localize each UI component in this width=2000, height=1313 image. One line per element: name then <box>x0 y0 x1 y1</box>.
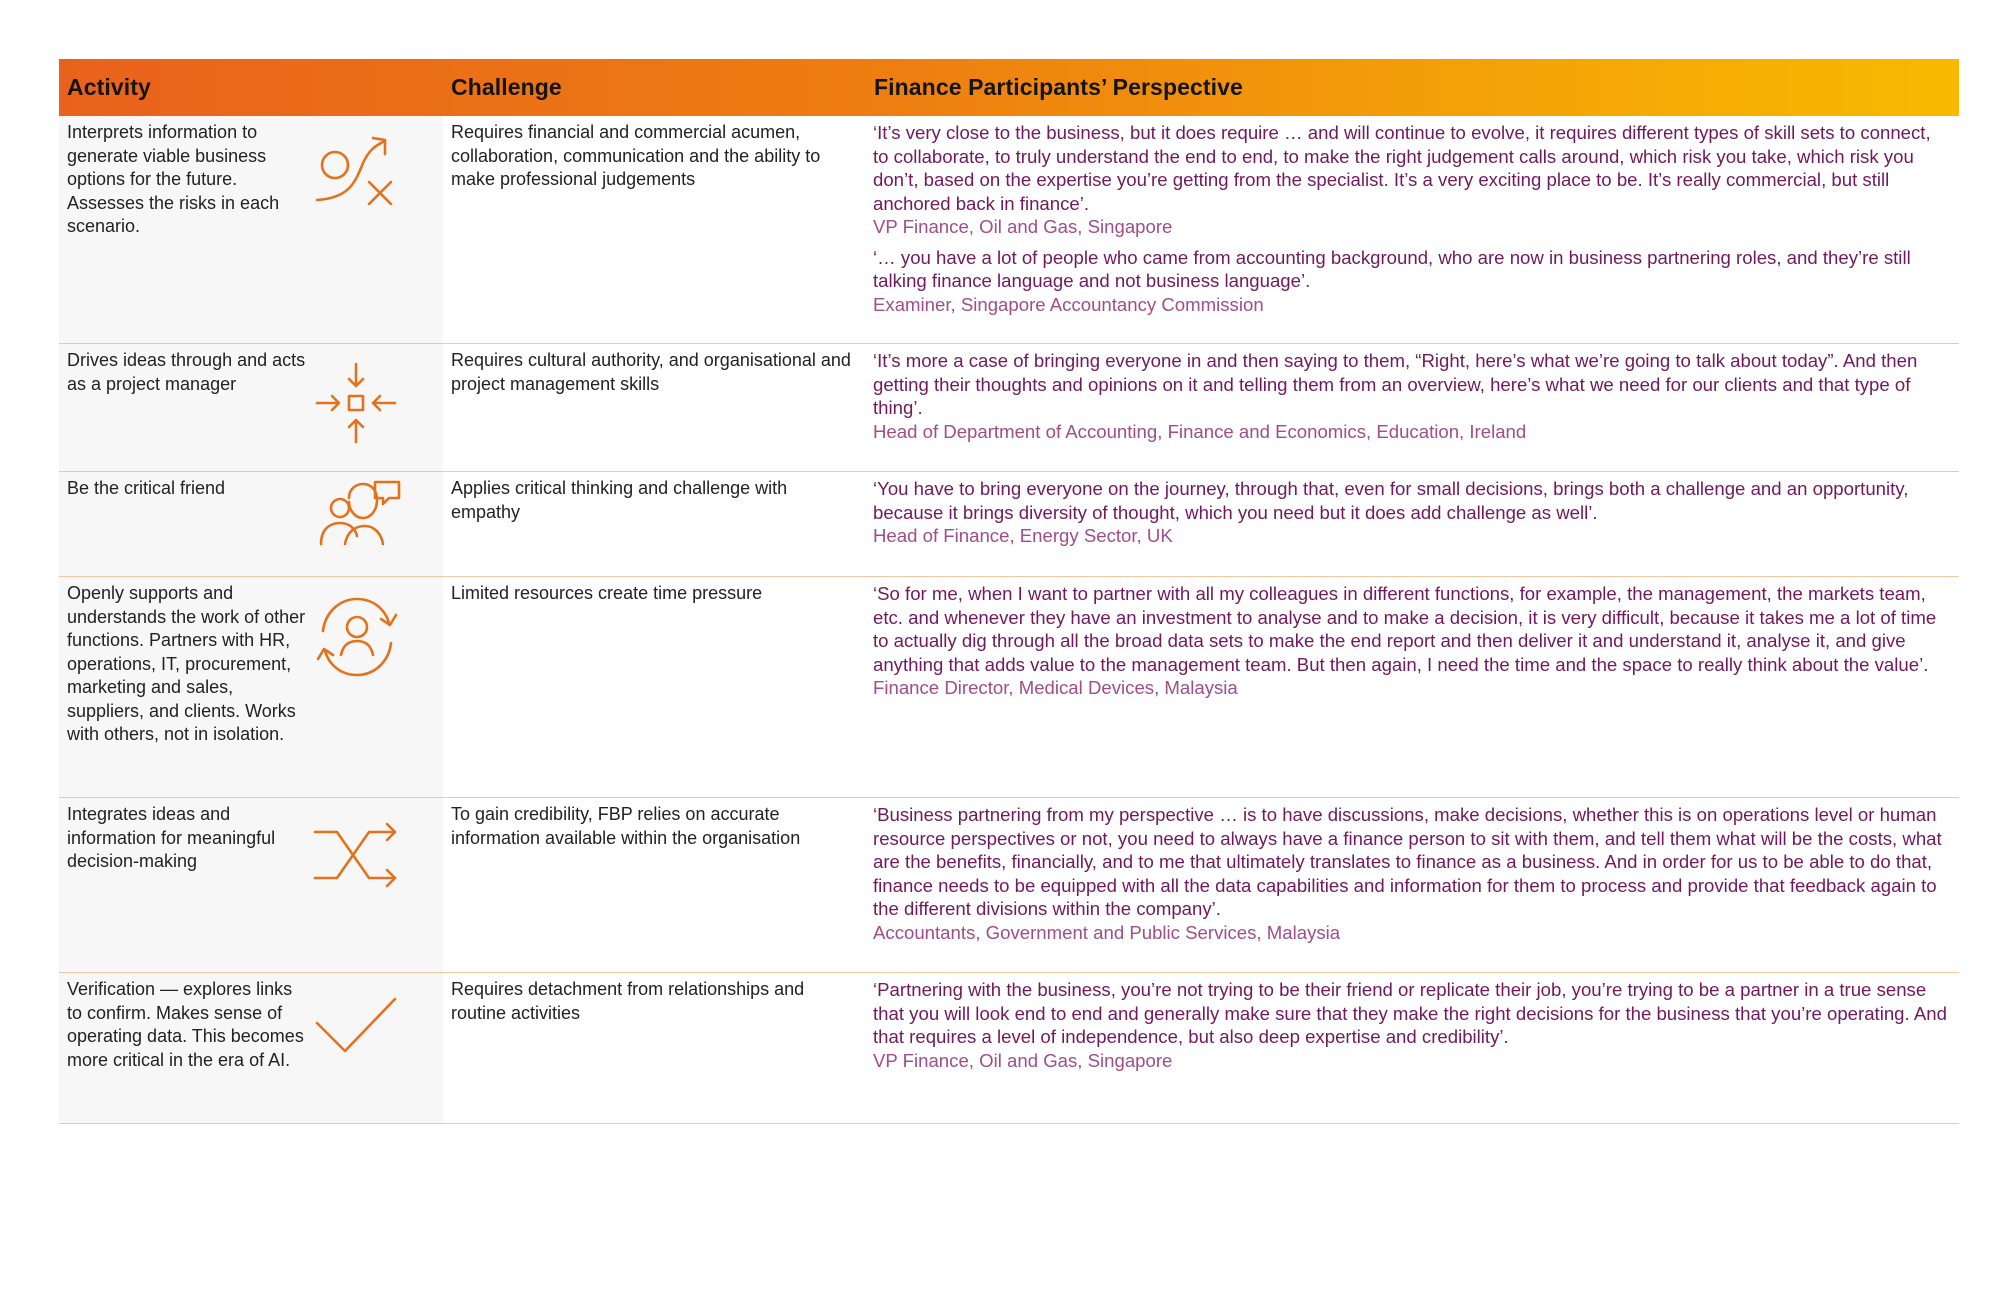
quote-source: Head of Finance, Energy Sector, UK <box>873 525 1173 546</box>
challenge-cell: Requires cultural authority, and organisational and project management skills <box>451 350 851 394</box>
quote-block <box>873 477 1951 548</box>
quote-text: ‘You have to bring everyone on the journey, through that, even for small decisions, brings both a challenge and an opportunity, because it brings diversity of thought, which you need but it does add challenge as well’. <box>873 478 1909 523</box>
quote-source: Accountants, Government and Public Services, Malaysia <box>873 921 1341 943</box>
header-challenge: Challenge <box>451 74 562 100</box>
quote-block <box>873 803 1951 944</box>
header-perspective: Finance Participants’ Perspective <box>874 74 1243 100</box>
table-row <box>59 344 1959 472</box>
activity-challenge-table <box>59 59 1959 1124</box>
quote-source: Examiner, Singapore Accountancy Commission <box>873 293 1264 315</box>
quote-text: ‘Business partnering from my perspective … is to have discussions, make decisions, whether this is on operations level or human resource perspectives or not, you need to always have a finance person to sit with them, and tell them what will be the costs, what are the benefits, financially, and to me that ultimately translates to finance as a business. And in order for us to be able to do that, finance needs to be equipped with all the data capabilities and information for them to process and provide that feedback again to the different divisions within the company’. <box>873 804 1942 919</box>
challenge-cell: To gain credibility, FBP relies on accurate information available within the organisation <box>451 804 801 848</box>
activity-text: Integrates ideas and information for meaningful decision-making <box>67 804 276 871</box>
quote-block <box>873 978 1951 1072</box>
quote-block <box>873 349 1951 443</box>
quote-source: Finance Director, Medical Devices, Malaysia <box>873 677 1238 698</box>
activity-cell <box>59 798 443 972</box>
activity-cell <box>59 116 443 343</box>
activity-text: Verification — explores links to confirm. Makes sense of operating data. This becomes more critical in the era of AI. <box>67 979 304 1070</box>
quote-block <box>873 121 1951 239</box>
table-row <box>59 472 1959 577</box>
perspective-cell <box>865 798 1959 972</box>
activity-cell <box>59 577 443 797</box>
strategy-play-icon <box>311 128 403 220</box>
perspective-cell <box>865 973 1959 1123</box>
header-activity: Activity <box>67 74 151 100</box>
table-header <box>59 59 1959 116</box>
quote-text: ‘Partnering with the business, you’re not trying to be their friend or replicate their job, you’re trying to be a partner in a true sense that you will look end to end and generally make sure that they make the right decisions for the business that you’re operating. And that requires a level of independence, but also deep expertise and credibility’. <box>873 979 1947 1047</box>
activity-text: Interprets information to generate viable business options for the future. Assesses the risks in each scenario. <box>67 122 280 236</box>
person-cycle-icon <box>311 591 403 683</box>
activity-cell <box>59 472 443 576</box>
activity-cell <box>59 344 443 471</box>
challenge-cell: Applies critical thinking and challenge with empathy <box>451 478 788 522</box>
quote-block <box>873 246 1951 317</box>
quote-block <box>873 582 1951 700</box>
perspective-cell <box>865 472 1959 576</box>
activity-text: Be the critical friend <box>67 478 226 498</box>
quote-text: ‘… you have a lot of people who came from accounting background, who are now in business partnering roles, and they’re still talking finance language and not business language’. <box>873 246 1911 291</box>
quote-source: VP Finance, Oil and Gas, Singapore <box>873 216 1173 237</box>
table-row <box>59 798 1959 973</box>
table-row <box>59 116 1959 344</box>
challenge-cell: Requires financial and commercial acumen, collaboration, communication and the ability to make professional judgements <box>451 122 821 189</box>
perspective-cell <box>865 116 1959 343</box>
checkmark-icon <box>311 981 403 1073</box>
quote-source: VP Finance, Oil and Gas, Singapore <box>873 1049 1173 1071</box>
people-speech-bubble-icon <box>311 478 403 570</box>
quote-text: ‘It’s very close to the business, but it does require … and will continue to evolve, it requires different types of skill sets to connect, to collaborate, to truly understand the end to end, to make the right judgement calls around, which risk you take, which risk you don’t, based on the expertise you’re getting from the specialist. It’s a very exciting place to be. It’s really commercial, but still anchored back in finance’. <box>873 122 1931 214</box>
shuffle-arrows-icon <box>311 810 403 902</box>
table-row <box>59 973 1959 1123</box>
perspective-cell <box>865 344 1959 471</box>
activity-text: Drives ideas through and acts as a project manager <box>67 350 306 394</box>
quote-text: ‘It’s more a case of bringing everyone in and then saying to them, “Right, here’s what we’re going to talk about today”. And then getting their thoughts and opinions on it and telling them from an overview, here’s what we need for our clients and that type of thing’. <box>873 350 1918 418</box>
converge-arrows-icon <box>311 358 403 450</box>
challenge-cell: Limited resources create time pressure <box>451 583 763 603</box>
quote-source: Head of Department of Accounting, Finance and Economics, Education, Ireland <box>873 420 1527 442</box>
quote-text: ‘So for me, when I want to partner with all my colleagues in different functions, for example, the management, the markets team, etc. and whenever they have an investment to analyse and to make a decision, it is very difficult, because it takes me a lot of time to actually dig through all the broad data sets to make the end report and then deliver it and understand it, analyse it, and give anything that adds value to the management team. But then again, I need the time and the space to really think about the value’. <box>873 583 1937 675</box>
perspective-cell <box>865 577 1959 797</box>
activity-cell <box>59 973 443 1123</box>
activity-text: Openly supports and understands the work of other functions. Partners with HR, operations, IT, procurement, marketing and sales, suppliers, and clients. Works with others, not in isolation. <box>67 583 306 744</box>
challenge-cell: Requires detachment from relationships and routine activities <box>451 979 805 1023</box>
table-row <box>59 577 1959 798</box>
